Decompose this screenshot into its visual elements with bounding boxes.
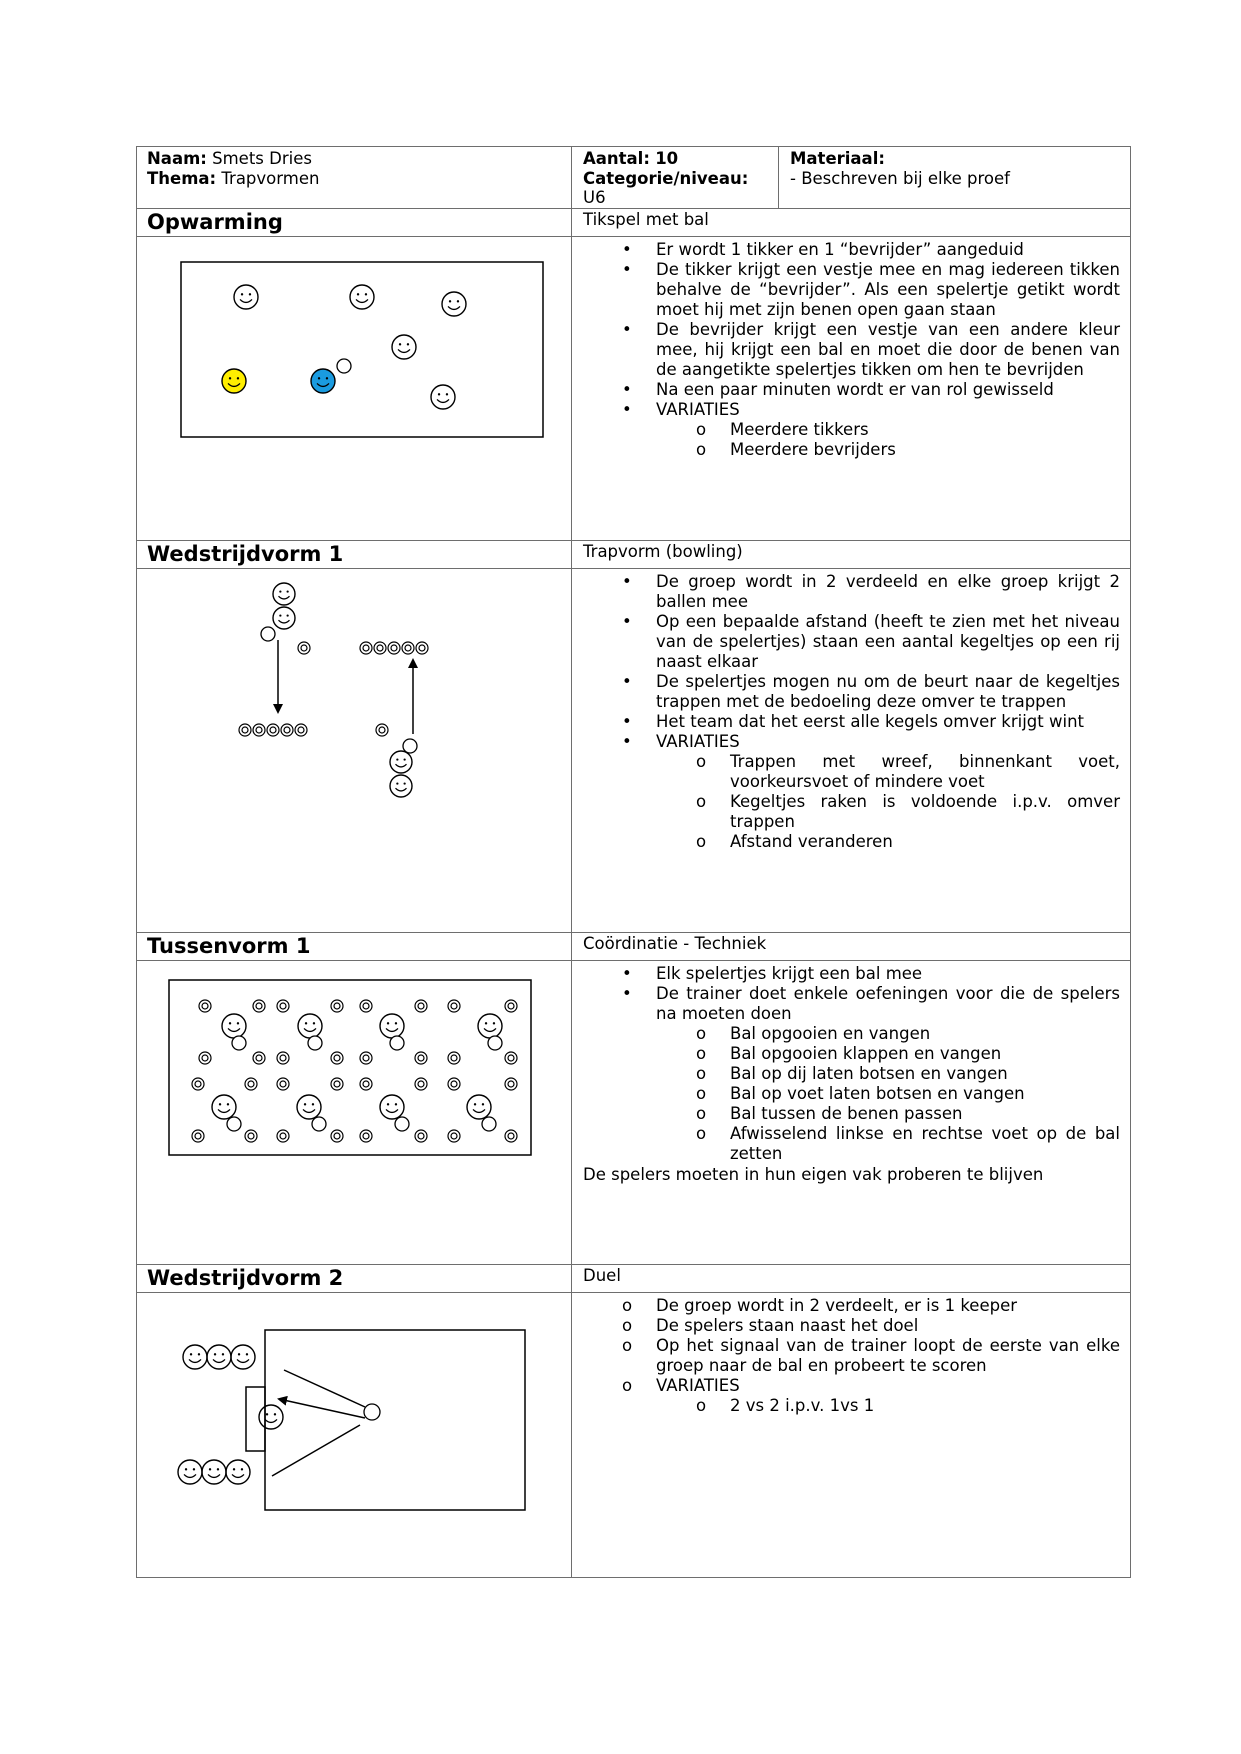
field-outline [265,1330,525,1510]
cone-icon [360,642,372,654]
smiley-face-icon [183,1345,207,1369]
circle-bullet-icon: o [696,1084,707,1103]
naam-value: Smets Dries [212,149,312,168]
cone-icon [448,1052,460,1064]
cone-icon [376,724,388,736]
list-item-text: Elk spelertjes krijgt een bal mee [656,964,923,983]
field-outline [181,262,543,437]
cone-icon [192,1078,204,1090]
cone-icon [245,1078,257,1090]
ball-icon [488,1036,502,1050]
list-item-text: Op het signaal van de trainer loopt de eerste van elke groep naar de bal en probeert te scoren [656,1336,1120,1375]
cone-icon [505,1000,517,1012]
smiley-face-icon [231,1345,255,1369]
section-subtitle: Tikspel met bal [583,210,709,229]
cone-icon [402,642,414,654]
cone-icon [331,1078,343,1090]
cone-icon [199,1000,211,1012]
list-item-text: Trappen met wreef, binnenkant voet, voorkeursvoet of mindere voet [730,752,1120,791]
cone-icon [253,1000,265,1012]
run-line [284,1370,365,1407]
circle-bullet-icon: o [622,1336,633,1355]
list-item-text: Na een paar minuten wordt er van rol gewisseld [656,380,1054,399]
cone-icon [360,1078,372,1090]
bullet-icon: • [622,260,632,279]
smiley-face-icon [442,292,466,316]
cone-icon [505,1130,517,1142]
goal-icon [246,1387,265,1451]
list-item-text: De bevrijder krijgt een vestje van een andere kleur mee, hij krijgt een bal en moet die door de benen van de aangetikte spelertjes tikken om hen te bevrijden [656,320,1120,379]
materiaal-label: Materiaal: [790,149,885,168]
cone-icon [331,1130,343,1142]
section-title: Opwarming [147,210,283,234]
list-item-text: Kegeltjes raken is voldoende i.p.v. omver trappen [730,792,1120,831]
list-item-text: VARIATIES [656,400,740,419]
cone-icon [360,1130,372,1142]
aantal-value: 10 [655,149,679,168]
ball-icon [395,1117,409,1131]
circle-bullet-icon: o [696,1104,707,1123]
cone-icon [253,724,265,736]
section-subtitle: Coördinatie - Techniek [583,934,767,953]
cone-icon [277,1130,289,1142]
section-subtitle: Trapvorm (bowling) [583,542,743,561]
cone-icon [448,1078,460,1090]
cone-icon [199,1052,211,1064]
cone-icon [277,1078,289,1090]
ball-icon [403,739,417,753]
bullet-icon: • [622,612,632,631]
circle-bullet-icon: o [696,1024,707,1043]
cone-icon [360,1052,372,1064]
cone-icon [331,1052,343,1064]
cone-icon [295,724,307,736]
cone-icon [298,642,310,654]
ball-icon [308,1036,322,1050]
list-item-text: De tikker krijgt een vestje mee en mag iedereen tikken behalve de “bevrijder”. Als een spelertje getikt wordt moet hij met zijn benen open gaan staan [656,260,1120,319]
list-item-text: VARIATIES [656,732,740,751]
cone-icon [277,1052,289,1064]
smiley-face-icon [273,583,295,605]
bullet-icon: • [622,400,632,419]
cone-icon [505,1052,517,1064]
bullet-icon: • [622,320,632,339]
naam-label: Naam: [147,149,207,168]
smiley-face-icon [222,369,246,393]
bullet-icon: • [622,732,632,751]
circle-bullet-icon: o [622,1376,633,1395]
smiley-face-icon [222,1014,246,1038]
cone-icon [360,1000,372,1012]
list-item-text: Bal op voet laten botsen en vangen [730,1084,1025,1103]
list-item-text: Bal op dij laten botsen en vangen [730,1064,1008,1083]
list-item-text: Meerdere bevrijders [730,440,896,459]
ball-icon [337,359,351,373]
cone-icon [331,1000,343,1012]
list-item-text: Bal opgooien en vangen [730,1024,931,1043]
circle-bullet-icon: o [696,1044,707,1063]
smiley-face-icon [259,1405,283,1429]
smiley-face-icon [380,1014,404,1038]
list-item-text: De spelers staan naast het doel [656,1316,919,1335]
cone-icon [388,642,400,654]
list-item-text: De groep wordt in 2 verdeelt, er is 1 keeper [656,1296,1018,1315]
list-item-text: Bal tussen de benen passen [730,1104,963,1123]
categorie-label: Categorie/niveau: [583,169,749,188]
thema-value: Trapvormen [221,169,320,188]
cone-icon [448,1000,460,1012]
section-subtitle: Duel [583,1266,621,1285]
cone-icon [448,1130,460,1142]
list-item-text: Afstand veranderen [730,832,893,851]
circle-bullet-icon: o [696,1124,707,1143]
cone-icon [281,724,293,736]
ball-icon [312,1117,326,1131]
smiley-face-icon [207,1345,231,1369]
ball-icon [261,627,275,641]
smiley-face-icon [350,285,374,309]
bullet-icon: • [622,572,632,591]
cone-icon [253,1052,265,1064]
section-title: Tussenvorm 1 [147,934,311,958]
list-item-text: Het team dat het eerst alle kegels omver krijgt wint [656,712,1085,731]
circle-bullet-icon: o [696,440,707,459]
circle-bullet-icon: o [696,1064,707,1083]
ball-icon [227,1117,241,1131]
list-item-text: Bal opgooien klappen en vangen [730,1044,1002,1063]
smiley-face-icon [234,285,258,309]
smiley-face-icon [298,1014,322,1038]
cone-icon [415,1130,427,1142]
smiley-face-icon [390,775,412,797]
circle-bullet-icon: o [622,1296,633,1315]
circle-bullet-icon: o [696,1396,707,1415]
list-item-text: Op een bepaalde afstand (heeft te zien met het niveau van de spelertjes) staan een aantal kegeltjes op een rij naast elkaar [656,612,1120,671]
run-line [272,1425,360,1476]
ball-icon [482,1117,496,1131]
categorie-value: U6 [583,188,606,207]
circle-bullet-icon: o [696,832,707,851]
section-title: Wedstrijdvorm 1 [147,542,344,566]
smiley-face-icon [390,751,412,773]
smiley-face-icon [467,1095,491,1119]
cone-icon [239,724,251,736]
section-footer-note: De spelers moeten in hun eigen vak proberen te blijven [583,1165,1044,1184]
list-item-text: 2 vs 2 i.p.v. 1vs 1 [730,1396,875,1415]
field-outline [169,980,531,1155]
ball-icon [364,1404,380,1420]
cone-icon [192,1130,204,1142]
list-item-text: VARIATIES [656,1376,740,1395]
list-item-text: Afwisselend linkse en rechtse voet op de bal zetten [730,1124,1120,1163]
smiley-face-icon [380,1095,404,1119]
cone-icon [277,1000,289,1012]
cone-icon [505,1078,517,1090]
smiley-face-icon [226,1460,250,1484]
list-item-text: De groep wordt in 2 verdeeld en elke groep krijgt 2 ballen mee [656,572,1120,611]
smiley-face-icon [311,369,335,393]
smiley-face-icon [431,385,455,409]
circle-bullet-icon: o [696,752,707,771]
bullet-icon: • [622,984,632,1003]
cone-icon [415,1000,427,1012]
section-title: Wedstrijdvorm 2 [147,1266,344,1290]
bullet-icon: • [622,672,632,691]
circle-bullet-icon: o [696,420,707,439]
list-item-text: De trainer doet enkele oefeningen voor die de spelers na moeten doen [656,984,1120,1023]
smiley-face-icon [478,1014,502,1038]
bullet-icon: • [622,240,632,259]
smiley-face-icon [178,1460,202,1484]
cone-icon [245,1130,257,1142]
bullet-icon: • [622,712,632,731]
aantal-label: Aantal: [583,149,650,168]
cone-icon [415,1078,427,1090]
smiley-face-icon [392,335,416,359]
list-item-text: De spelertjes mogen nu om de beurt naar de kegeltjes trappen met de bedoeling deze omver te trappen [656,672,1120,711]
circle-bullet-icon: o [696,792,707,811]
smiley-face-icon [273,607,295,629]
bullet-icon: • [622,380,632,399]
cone-icon [415,1052,427,1064]
list-item-text: Meerdere tikkers [730,420,869,439]
circle-bullet-icon: o [622,1316,633,1335]
cone-icon [374,642,386,654]
bullet-icon: • [622,964,632,983]
smiley-face-icon [212,1095,236,1119]
smiley-face-icon [297,1095,321,1119]
ball-icon [232,1036,246,1050]
list-item-text: Er wordt 1 tikker en 1 “bevrijder” aangeduid [656,240,1024,259]
thema-label: Thema: [147,169,217,188]
materiaal-value: - Beschreven bij elke proef [790,169,1010,188]
smiley-face-icon [202,1460,226,1484]
ball-icon [390,1036,404,1050]
cone-icon [416,642,428,654]
cone-icon [267,724,279,736]
